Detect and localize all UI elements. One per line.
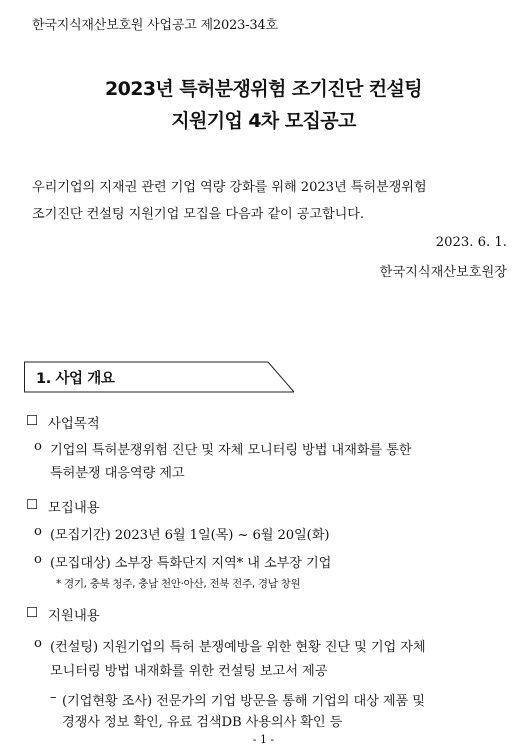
bullet-icon: o: [34, 439, 42, 454]
purpose-text-line1: 기업의 특허분쟁위험 진단 및 자체 모니터링 방법 내재화를 통한: [50, 443, 412, 458]
intro-paragraph-line2: 조기진단 컨설팅 지원기업 모집을 다음과 같이 공고합니다.: [32, 207, 364, 222]
recruitment-target-footnote: * 경기, 충북 청주, 충남 천안·아산, 전북 전주, 경남 창원: [56, 578, 301, 590]
recruitment-label: 모집내용: [48, 501, 100, 516]
document-title-line1: 2023년 특허분쟁위험 조기진단 컨설팅: [104, 78, 423, 100]
recruitment-target: (모집대상) 소부장 특화단지 지역* 내 소부장 기업: [50, 556, 332, 571]
page-number: - 1 -: [252, 733, 275, 746]
recruitment-period: (모집기간) 2023년 6월 1일(목) ~ 6월 20일(화): [50, 528, 330, 543]
checkbox-square-icon: ☐: [26, 413, 39, 429]
section-1-title: 1. 사업 개요: [36, 371, 115, 387]
intro-paragraph-line1: 우리기업의 지재권 관련 기업 역량 강화를 위해 2023년 특허분쟁위험: [32, 180, 427, 195]
issuing-organization: 한국지식재산보호원장: [379, 265, 507, 280]
support-text-line2: 모니터링 방법 내재화를 위한 컨설팅 보고서 제공: [50, 664, 328, 679]
support-label: 지원내용: [48, 609, 100, 624]
purpose-label: 사업목적: [48, 417, 100, 432]
announcement-date: 2023. 6. 1.: [435, 235, 507, 250]
dash-icon: –: [50, 690, 57, 705]
checkbox-square-icon: ☐: [26, 497, 39, 513]
document-title-line2: 지원기업 4차 모집공고: [171, 110, 356, 132]
support-text-line1: (컨설팅) 지원기업의 특허 분쟁예방을 위한 현황 진단 및 기업 자체: [50, 640, 426, 655]
bullet-icon: o: [34, 524, 42, 539]
support-sub-line1: (기업현황 조사) 전문가의 기업 방문을 통해 기업의 대상 제품 및: [62, 694, 425, 709]
checkbox-square-icon: ☐: [26, 605, 39, 621]
purpose-text-line2: 특허분쟁 대응역량 제고: [50, 466, 185, 481]
notice-number: 한국지식재산보호원 사업공고 제2023-34호: [32, 18, 278, 33]
bullet-icon: o: [34, 552, 42, 567]
support-sub-line2: 경쟁사 정보 확인, 유료 검색DB 사용의사 확인 등: [62, 715, 343, 730]
bullet-icon: o: [34, 636, 42, 651]
